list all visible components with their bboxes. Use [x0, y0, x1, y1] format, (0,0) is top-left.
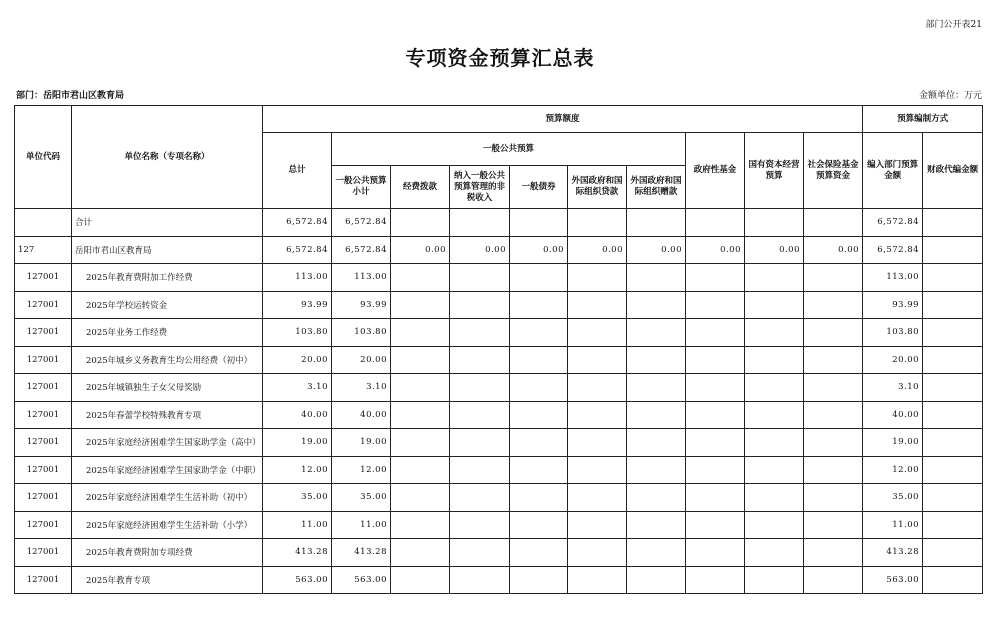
- cell-unit-code: 127001: [15, 401, 72, 429]
- cell-funding: [391, 456, 450, 484]
- cell-finance: [923, 429, 983, 457]
- cell-social: [804, 264, 863, 292]
- cell-total: 93.99: [263, 291, 332, 319]
- cell-dept: 6,572.84: [863, 209, 923, 237]
- cell-total: 563.00: [263, 566, 332, 594]
- cell-unit-name: 2025年城乡义务教育生均公用经费（初中）: [72, 346, 263, 374]
- header-foreign-loans: 外国政府和国际组织贷款: [568, 166, 627, 209]
- cell-dept: 93.99: [863, 291, 923, 319]
- cell-dept: 35.00: [863, 484, 923, 512]
- cell-loans: [568, 264, 627, 292]
- cell-nontax: [450, 374, 510, 402]
- cell-unit-code: 127001: [15, 456, 72, 484]
- table-row: [15, 511, 983, 539]
- header-nontax: 纳入一般公共预算管理的非税收入: [450, 166, 510, 209]
- header-foreign-grants: 外国政府和国际组织赠款: [627, 166, 686, 209]
- cell-loans: [568, 484, 627, 512]
- cell-nontax: [450, 511, 510, 539]
- table-row: [15, 566, 983, 594]
- cell-bonds: [510, 456, 568, 484]
- cell-total: 12.00: [263, 456, 332, 484]
- cell-gov-fund: [686, 456, 745, 484]
- cell-finance: [923, 236, 983, 264]
- cell-gov-fund: [686, 539, 745, 567]
- cell-dept: 12.00: [863, 456, 923, 484]
- cell-dept: 563.00: [863, 566, 923, 594]
- cell-subtotal: 40.00: [332, 401, 391, 429]
- cell-funding: [391, 539, 450, 567]
- cell-unit-code: 127001: [15, 484, 72, 512]
- cell-loans: [568, 209, 627, 237]
- cell-unit-code: 127: [15, 236, 72, 264]
- cell-loans: 0.00: [568, 236, 627, 264]
- cell-finance: [923, 456, 983, 484]
- cell-finance: [923, 374, 983, 402]
- cell-unit-code: 127001: [15, 264, 72, 292]
- cell-social: [804, 429, 863, 457]
- cell-bonds: [510, 209, 568, 237]
- cell-finance: [923, 264, 983, 292]
- cell-unit-name: 2025年家庭经济困难学生国家助学金（高中）: [72, 429, 263, 457]
- cell-grants: [627, 291, 686, 319]
- table-row: [15, 484, 983, 512]
- cell-unit-name: 2025年学校运转资金: [72, 291, 263, 319]
- cell-grants: [627, 209, 686, 237]
- cell-subtotal: 3.10: [332, 374, 391, 402]
- cell-unit-code: 127001: [15, 566, 72, 594]
- department-label: 部门：岳阳市君山区教育局: [16, 91, 125, 101]
- cell-finance: [923, 401, 983, 429]
- cell-state-capital: [745, 511, 804, 539]
- cell-loans: [568, 511, 627, 539]
- cell-funding: [391, 291, 450, 319]
- cell-nontax: [450, 291, 510, 319]
- cell-grants: [627, 539, 686, 567]
- cell-total: 35.00: [263, 484, 332, 512]
- cell-grants: [627, 374, 686, 402]
- table-row: [15, 236, 983, 264]
- cell-unit-code: 127001: [15, 346, 72, 374]
- header-total: 总计: [263, 133, 332, 209]
- header-funding: 经费拨款: [391, 166, 450, 209]
- cell-bonds: [510, 566, 568, 594]
- budget-table: [14, 105, 983, 594]
- cell-state-capital: [745, 456, 804, 484]
- cell-unit-name: 2025年城镇独生子女父母奖励: [72, 374, 263, 402]
- cell-unit-name: 2025年教育专项: [72, 566, 263, 594]
- cell-nontax: [450, 566, 510, 594]
- cell-dept: 40.00: [863, 401, 923, 429]
- cell-dept: 20.00: [863, 346, 923, 374]
- cell-bonds: [510, 401, 568, 429]
- cell-bonds: [510, 484, 568, 512]
- header-finance-code: 财政代编金额: [923, 133, 983, 209]
- cell-state-capital: [745, 566, 804, 594]
- cell-bonds: [510, 429, 568, 457]
- header-state-capital: 国有资本经营预算: [745, 133, 804, 209]
- cell-loans: [568, 539, 627, 567]
- cell-dept: 413.28: [863, 539, 923, 567]
- cell-nontax: [450, 484, 510, 512]
- cell-bonds: 0.00: [510, 236, 568, 264]
- cell-gov-fund: [686, 484, 745, 512]
- header-bonds: 一般债券: [510, 166, 568, 209]
- cell-nontax: [450, 209, 510, 237]
- cell-social: [804, 209, 863, 237]
- cell-social: 0.00: [804, 236, 863, 264]
- cell-unit-name: 2025年春蕾学校特殊教育专项: [72, 401, 263, 429]
- cell-unit-code: 127001: [15, 539, 72, 567]
- cell-unit-name: 岳阳市君山区教育局: [72, 236, 263, 264]
- cell-unit-code: 127001: [15, 374, 72, 402]
- cell-state-capital: [745, 484, 804, 512]
- cell-finance: [923, 511, 983, 539]
- cell-grants: [627, 319, 686, 347]
- cell-gov-fund: [686, 264, 745, 292]
- cell-unit-name: 2025年家庭经济困难学生生活补助（初中）: [72, 484, 263, 512]
- cell-dept: 6,572.84: [863, 236, 923, 264]
- cell-social: [804, 484, 863, 512]
- cell-grants: [627, 511, 686, 539]
- cell-total: 19.00: [263, 429, 332, 457]
- table-row: [15, 429, 983, 457]
- header-compile-method: 预算编制方式: [863, 106, 983, 133]
- cell-social: [804, 319, 863, 347]
- cell-nontax: [450, 346, 510, 374]
- cell-total: 113.00: [263, 264, 332, 292]
- cell-social: [804, 566, 863, 594]
- cell-dept: 113.00: [863, 264, 923, 292]
- cell-gov-fund: [686, 401, 745, 429]
- cell-nontax: [450, 539, 510, 567]
- cell-social: [804, 511, 863, 539]
- cell-gov-fund: [686, 429, 745, 457]
- header-unit-code: 单位代码: [15, 106, 72, 209]
- cell-bonds: [510, 319, 568, 347]
- cell-subtotal: 563.00: [332, 566, 391, 594]
- cell-social: [804, 456, 863, 484]
- cell-finance: [923, 319, 983, 347]
- cell-social: [804, 539, 863, 567]
- cell-finance: [923, 209, 983, 237]
- table-row: [15, 539, 983, 567]
- cell-nontax: [450, 264, 510, 292]
- cell-nontax: 0.00: [450, 236, 510, 264]
- cell-nontax: [450, 319, 510, 347]
- page-title: 专项资金预算汇总表: [405, 46, 595, 70]
- cell-total: 3.10: [263, 374, 332, 402]
- cell-grants: 0.00: [627, 236, 686, 264]
- cell-nontax: [450, 456, 510, 484]
- cell-unit-code: 127001: [15, 319, 72, 347]
- cell-unit-name: 合计: [72, 209, 263, 237]
- cell-social: [804, 291, 863, 319]
- cell-finance: [923, 291, 983, 319]
- cell-finance: [923, 566, 983, 594]
- cell-funding: [391, 429, 450, 457]
- cell-subtotal: 113.00: [332, 264, 391, 292]
- cell-state-capital: [745, 401, 804, 429]
- table-body: [15, 209, 983, 594]
- cell-finance: [923, 346, 983, 374]
- cell-unit-name: 2025年业务工作经费: [72, 319, 263, 347]
- cell-finance: [923, 484, 983, 512]
- cell-total: 6,572.84: [263, 209, 332, 237]
- cell-state-capital: [745, 264, 804, 292]
- cell-loans: [568, 374, 627, 402]
- cell-funding: [391, 264, 450, 292]
- cell-bonds: [510, 511, 568, 539]
- cell-funding: [391, 511, 450, 539]
- cell-unit-code: 127001: [15, 429, 72, 457]
- cell-gov-fund: [686, 374, 745, 402]
- cell-loans: [568, 566, 627, 594]
- cell-unit-name: 2025年家庭经济困难学生国家助学金（中职）: [72, 456, 263, 484]
- page-number: 部门公开表21: [925, 20, 982, 30]
- cell-social: [804, 374, 863, 402]
- cell-dept: 19.00: [863, 429, 923, 457]
- cell-grants: [627, 429, 686, 457]
- cell-grants: [627, 346, 686, 374]
- cell-total: 6,572.84: [263, 236, 332, 264]
- table-row: [15, 456, 983, 484]
- cell-state-capital: [745, 346, 804, 374]
- cell-social: [804, 401, 863, 429]
- cell-total: 20.00: [263, 346, 332, 374]
- cell-loans: [568, 401, 627, 429]
- cell-nontax: [450, 401, 510, 429]
- cell-unit-code: 127001: [15, 291, 72, 319]
- cell-subtotal: 20.00: [332, 346, 391, 374]
- header-general-public-budget: 一般公共预算: [332, 133, 686, 166]
- cell-total: 40.00: [263, 401, 332, 429]
- cell-subtotal: 93.99: [332, 291, 391, 319]
- header-unit-name: 单位名称（专项名称）: [72, 106, 263, 209]
- amount-unit-label: 金额单位：万元: [918, 91, 982, 101]
- cell-state-capital: [745, 291, 804, 319]
- header-gov-fund: 政府性基金: [686, 133, 745, 209]
- cell-state-capital: [745, 429, 804, 457]
- cell-subtotal: 103.80: [332, 319, 391, 347]
- cell-loans: [568, 291, 627, 319]
- cell-subtotal: 6,572.84: [332, 236, 391, 264]
- cell-subtotal: 6,572.84: [332, 209, 391, 237]
- cell-bonds: [510, 264, 568, 292]
- table-row: [15, 319, 983, 347]
- cell-dept: 11.00: [863, 511, 923, 539]
- cell-loans: [568, 429, 627, 457]
- cell-gov-fund: [686, 511, 745, 539]
- header-dept-amount: 编入部门预算金额: [863, 133, 923, 209]
- cell-state-capital: 0.00: [745, 236, 804, 264]
- cell-subtotal: 12.00: [332, 456, 391, 484]
- cell-state-capital: [745, 319, 804, 347]
- cell-grants: [627, 456, 686, 484]
- cell-social: [804, 346, 863, 374]
- cell-loans: [568, 319, 627, 347]
- cell-total: 103.80: [263, 319, 332, 347]
- cell-unit-code: [15, 209, 72, 237]
- cell-gov-fund: [686, 291, 745, 319]
- cell-unit-name: 2025年家庭经济困难学生生活补助（小学）: [72, 511, 263, 539]
- cell-gov-fund: [686, 209, 745, 237]
- cell-bonds: [510, 539, 568, 567]
- cell-funding: [391, 346, 450, 374]
- cell-funding: [391, 374, 450, 402]
- cell-funding: 0.00: [391, 236, 450, 264]
- cell-funding: [391, 319, 450, 347]
- cell-gov-fund: 0.00: [686, 236, 745, 264]
- cell-subtotal: 11.00: [332, 511, 391, 539]
- cell-unit-name: 2025年教育费附加专项经费: [72, 539, 263, 567]
- cell-grants: [627, 401, 686, 429]
- cell-grants: [627, 566, 686, 594]
- cell-state-capital: [745, 539, 804, 567]
- cell-funding: [391, 484, 450, 512]
- cell-dept: 3.10: [863, 374, 923, 402]
- cell-grants: [627, 484, 686, 512]
- cell-state-capital: [745, 209, 804, 237]
- cell-bonds: [510, 374, 568, 402]
- table-row: [15, 374, 983, 402]
- cell-subtotal: 35.00: [332, 484, 391, 512]
- table-row: [15, 209, 983, 237]
- cell-state-capital: [745, 374, 804, 402]
- cell-nontax: [450, 429, 510, 457]
- table-row: [15, 346, 983, 374]
- header-budget-amount: 预算额度: [263, 106, 863, 133]
- cell-funding: [391, 401, 450, 429]
- cell-total: 413.28: [263, 539, 332, 567]
- table-row: [15, 401, 983, 429]
- cell-subtotal: 413.28: [332, 539, 391, 567]
- table-row: [15, 264, 983, 292]
- cell-finance: [923, 539, 983, 567]
- cell-bonds: [510, 346, 568, 374]
- cell-loans: [568, 346, 627, 374]
- cell-gov-fund: [686, 319, 745, 347]
- header-gp-subtotal: 一般公共预算小计: [332, 166, 391, 209]
- table-row: [15, 291, 983, 319]
- cell-dept: 103.80: [863, 319, 923, 347]
- cell-bonds: [510, 291, 568, 319]
- header-social-insurance: 社会保险基金预算资金: [804, 133, 863, 209]
- cell-gov-fund: [686, 346, 745, 374]
- cell-unit-name: 2025年教育费附加工作经费: [72, 264, 263, 292]
- cell-gov-fund: [686, 566, 745, 594]
- cell-total: 11.00: [263, 511, 332, 539]
- cell-grants: [627, 264, 686, 292]
- cell-unit-code: 127001: [15, 511, 72, 539]
- cell-subtotal: 19.00: [332, 429, 391, 457]
- cell-funding: [391, 566, 450, 594]
- cell-loans: [568, 456, 627, 484]
- cell-funding: [391, 209, 450, 237]
